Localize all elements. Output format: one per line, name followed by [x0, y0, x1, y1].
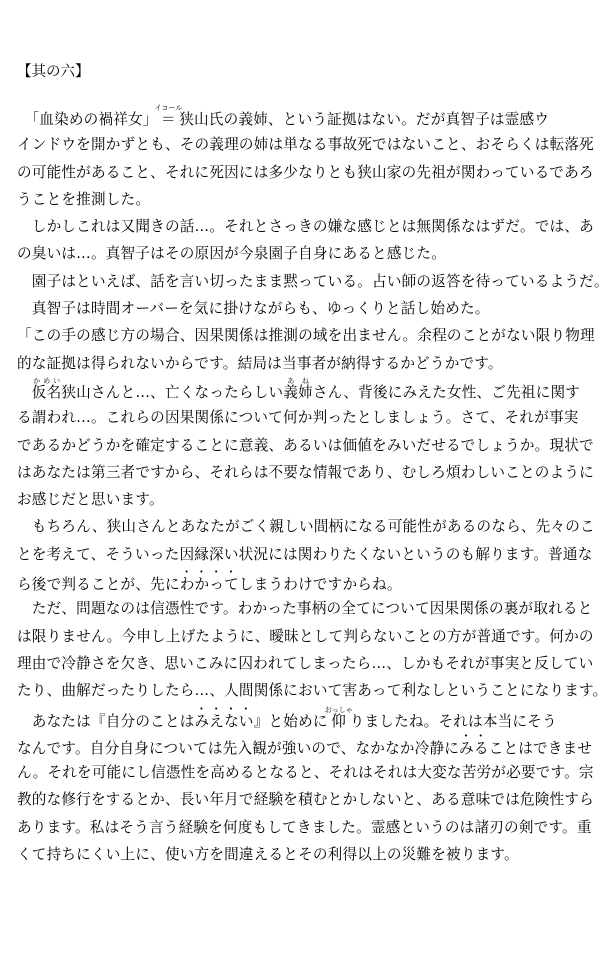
text-line: [17, 159, 597, 186]
text-line: [17, 841, 597, 868]
text-run: 教的な修行をするとか、長い年月で経験を積むとかしないと、ある意味では危険性すら: [17, 791, 594, 809]
text-run: もちろん、狭山さんとあなたがごく親しい間柄になる可能性があるのなら、先々のこ: [17, 518, 595, 536]
text-run: ら後で判ることが、先に: [17, 576, 180, 594]
text-run: は限りません。今申し上げたように、曖昧として判らないことの方が普通です。何かの: [17, 627, 594, 645]
text-line: [17, 786, 597, 813]
text-line: [17, 759, 597, 786]
text-line: [17, 486, 597, 513]
text-run: であるかどうかを確定することに意義、あるいは価値をみいだせるでしょうか。現状で: [17, 436, 594, 454]
ruby-annotated-word: [283, 376, 313, 401]
text-line: [17, 513, 597, 540]
ruby-base: ＝: [154, 111, 183, 128]
text-run: しまうわけですからね。: [238, 576, 402, 594]
text-run: 狭山氏の義姉、という証拠はない。だが真智子は霊感ウ: [179, 111, 550, 128]
text-line: [17, 131, 597, 158]
text-line: [17, 322, 597, 349]
text-run: あります。私はそう言う経験を何度もしてきました。霊感というのは諸刃の剣です。重: [17, 818, 592, 836]
ruby-annotated-word: [31, 376, 62, 401]
text-run: あなたは『自分のことは: [17, 712, 195, 730]
text-run: なんです。自分自身については先入観が強いので、なかなか冷静に: [17, 739, 460, 757]
text-run: の可能性があること、それに死因には多少なりとも狭山家の先祖が関わっているであろ: [17, 163, 594, 181]
text-run: たり、曲解だったりしたら…、人間関係において害あって利なしということになります。: [17, 682, 608, 700]
text-run: 的な証拠は得られないからです。結局は当事者が納得するかどうかです。: [17, 354, 503, 372]
ruby-base: 義姉: [283, 383, 313, 401]
text-run: [17, 384, 32, 401]
text-line: [17, 432, 597, 459]
text-line: [17, 814, 597, 841]
text-line: [17, 240, 597, 267]
text-run: りましたね。それは本当にそう: [349, 712, 557, 730]
text-run: 「この手の感じ方の場合、因果関係は推測の域を出ません。余程のことがない限り物理: [17, 327, 595, 345]
ruby-base: 仰: [324, 712, 353, 730]
ruby-annotated-word: [154, 104, 183, 128]
ruby-reading: おっしゃ: [324, 705, 353, 714]
text-run: る謂われ…。これらの因果関係について何か判ったとしましょう。さて、それが事実: [17, 409, 579, 427]
text-line: [17, 268, 609, 295]
text-run: はあなたは第三者ですから、それらは不要な情報であり、むしろ煩わしいことのように: [17, 463, 594, 481]
text-run: くて持ちにくい上に、使い方を間違えるとその利得以上の災難を被ります。: [17, 846, 519, 864]
text-run: お感じだと思います。: [17, 491, 164, 509]
emphasized-text: みる: [459, 739, 489, 757]
text-line: [17, 705, 597, 732]
ruby-annotated-word: [324, 705, 353, 730]
ruby-reading: イコール: [154, 104, 183, 112]
text-run: 』と始めに: [253, 712, 328, 730]
text-run: インドウを開かずとも、その義理の姉は単なる事故死ではないこと、おそらくは転落死: [17, 136, 594, 154]
text-line: [17, 459, 597, 486]
ruby-base: 仮名: [31, 383, 62, 401]
text-run: の臭いは…。真智子はその原因が今泉園子自身にあると感じた。: [17, 245, 447, 263]
text-run: 理由で冷静さを欠き、思いこみに囚われてしまったら…、しかもそれが事実と反してい: [17, 654, 594, 672]
emphasized-text: わかって: [179, 576, 239, 594]
text-run: ただ、問題なのは信憑性です。わかった事柄の全てについて因果関係の裏が取れると: [17, 600, 593, 618]
text-run: うことを推測した。: [17, 190, 151, 208]
body-text: [17, 104, 609, 868]
text-run: ことはできませ: [488, 739, 593, 757]
text-line: [17, 595, 597, 622]
text-run: ん。それを可能にし信憑性を高めるとなると、それはそれは大変な苦労が必要です。宗: [17, 764, 594, 782]
text-line: [17, 650, 597, 677]
text-line: [17, 295, 597, 322]
text-run: 真智子は時間オーバーを気に掛けながらも、ゆっくりと話し始めた。: [17, 300, 490, 318]
text-line: [17, 623, 597, 650]
text-run: とを考えて、そういった因縁深い状況には関わりたくないというのも解ります。普通な: [17, 545, 593, 563]
text-run: 「血染めの禍祥女」: [17, 111, 158, 128]
text-run: しかしこれは又聞きの話…。それとさっきの嫌な感じとは無関係なはずだ。では、あ: [17, 218, 594, 236]
text-line: [17, 732, 597, 759]
text-run: さん、背後にみえた女性、ご先祖に関す: [312, 383, 581, 401]
emphasized-text: みえない: [194, 712, 254, 730]
ruby-reading: あね: [283, 376, 313, 385]
text-run: 園子はといえば、話を言い切ったまま黙っている。占い師の返答を待っているようだ。: [17, 272, 609, 290]
chapter-heading: 【其の六】: [17, 64, 90, 80]
text-line: [17, 104, 597, 131]
text-line: [17, 377, 597, 404]
text-line: [17, 404, 597, 431]
text-line: [17, 213, 597, 240]
text-run: 狭山さんと…、亡くなったらしい: [61, 383, 284, 401]
text-line: [17, 350, 597, 377]
text-line: [17, 541, 597, 568]
text-line: [17, 677, 608, 704]
text-line: [17, 186, 597, 213]
text-line: [17, 568, 597, 595]
ruby-reading: かめい: [31, 376, 62, 385]
